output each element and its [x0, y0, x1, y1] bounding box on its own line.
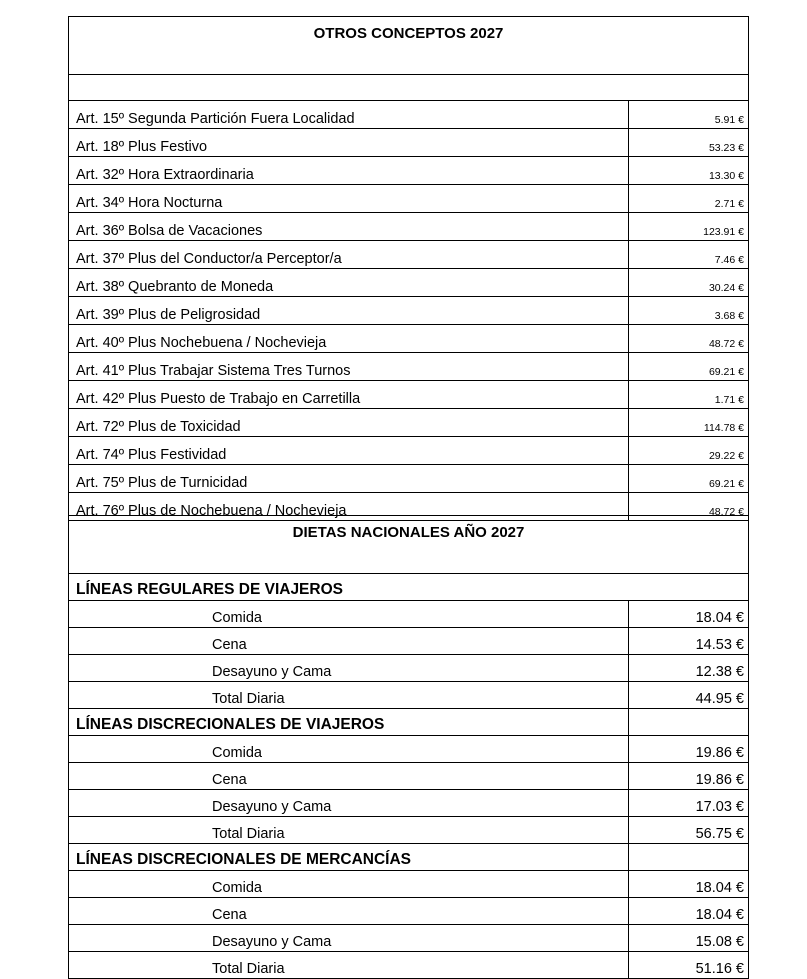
concept-label: Art. 75º Plus de Turnicidad	[69, 465, 629, 493]
table-row	[69, 409, 749, 437]
table-row	[69, 269, 749, 297]
concept-label: Art. 72º Plus de Toxicidad	[69, 409, 629, 437]
table-row	[69, 898, 749, 925]
diet-item-value: 51.16 €	[628, 952, 748, 979]
diet-item-value: 17.03 €	[628, 790, 748, 817]
table-row	[69, 628, 749, 655]
table-row	[69, 101, 749, 129]
table-row	[69, 297, 749, 325]
table-row	[69, 952, 749, 979]
table-row	[69, 871, 749, 898]
concept-label: Art. 40º Plus Nochebuena / Nochevieja	[69, 325, 629, 353]
concept-value: 13.30 €	[628, 157, 748, 185]
diet-item-value: 15.08 €	[628, 925, 748, 952]
table-title: OTROS CONCEPTOS 2027	[69, 17, 749, 75]
diet-item-label: Desayuno y Cama	[69, 655, 629, 682]
diet-item-label: Cena	[69, 898, 629, 925]
concept-label: Art. 42º Plus Puesto de Trabajo en Carretilla	[69, 381, 629, 409]
table-row	[69, 353, 749, 381]
diet-item-label: Total Diaria	[69, 682, 629, 709]
table-title: DIETAS NACIONALES AÑO 2027	[69, 516, 749, 574]
table-row	[69, 381, 749, 409]
section-heading-row	[69, 574, 749, 601]
table-row	[69, 601, 749, 628]
table-row	[69, 185, 749, 213]
table-row	[69, 925, 749, 952]
concept-value: 48.72 €	[628, 493, 748, 521]
diet-item-value: 19.86 €	[628, 736, 748, 763]
concept-value: 7.46 €	[628, 241, 748, 269]
concept-value: 29.22 €	[628, 437, 748, 465]
table-row	[69, 129, 749, 157]
concept-value: 53.23 €	[628, 129, 748, 157]
blank-row	[69, 75, 749, 101]
section-heading: LÍNEAS DISCRECIONALES DE MERCANCÍAS	[69, 844, 629, 871]
diet-item-value: 44.95 €	[628, 682, 748, 709]
table-row	[69, 157, 749, 185]
concept-label: Art. 34º Hora Nocturna	[69, 185, 629, 213]
section-heading-row	[69, 844, 749, 871]
concept-label: Art. 37º Plus del Conductor/a Perceptor/a	[69, 241, 629, 269]
diet-item-value: 12.38 €	[628, 655, 748, 682]
table-row	[69, 790, 749, 817]
table-row	[69, 465, 749, 493]
concept-label: Art. 74º Plus Festividad	[69, 437, 629, 465]
section-heading: LÍNEAS REGULARES DE VIAJEROS	[69, 574, 749, 601]
section-heading: LÍNEAS DISCRECIONALES DE VIAJEROS	[69, 709, 629, 736]
table-row	[69, 437, 749, 465]
table-row	[69, 736, 749, 763]
otros-conceptos-table	[68, 16, 749, 521]
table-row	[69, 763, 749, 790]
concept-label: Art. 76º Plus de Nochebuena / Nochevieja	[69, 493, 629, 521]
table-title-row	[69, 516, 749, 574]
concept-value: 5.91 €	[628, 101, 748, 129]
concept-label: Art. 18º Plus Festivo	[69, 129, 629, 157]
diet-item-label: Total Diaria	[69, 817, 629, 844]
diet-item-label: Comida	[69, 736, 629, 763]
concept-value: 69.21 €	[628, 353, 748, 381]
diet-item-label: Total Diaria	[69, 952, 629, 979]
concept-label: Art. 32º Hora Extraordinaria	[69, 157, 629, 185]
table-row	[69, 325, 749, 353]
diet-item-label: Comida	[69, 871, 629, 898]
concept-label: Art. 36º Bolsa de Vacaciones	[69, 213, 629, 241]
concept-value: 48.72 €	[628, 325, 748, 353]
table-row	[69, 655, 749, 682]
concept-label: Art. 38º Quebranto de Moneda	[69, 269, 629, 297]
concept-label: Art. 39º Plus de Peligrosidad	[69, 297, 629, 325]
diet-item-label: Cena	[69, 763, 629, 790]
diet-item-value: 14.53 €	[628, 628, 748, 655]
concept-label: Art. 41º Plus Trabajar Sistema Tres Turnos	[69, 353, 629, 381]
diet-item-value: 18.04 €	[628, 871, 748, 898]
concept-value: 1.71 €	[628, 381, 748, 409]
table-title-row	[69, 17, 749, 75]
diet-item-value: 18.04 €	[628, 898, 748, 925]
diet-item-value: 19.86 €	[628, 763, 748, 790]
diet-item-label: Comida	[69, 601, 629, 628]
diet-item-label: Desayuno y Cama	[69, 790, 629, 817]
dietas-nacionales-table	[68, 515, 749, 979]
diet-item-label: Cena	[69, 628, 629, 655]
concept-value: 123.91 €	[628, 213, 748, 241]
table-row	[69, 241, 749, 269]
table-row	[69, 213, 749, 241]
diet-item-value: 56.75 €	[628, 817, 748, 844]
concept-value: 2.71 €	[628, 185, 748, 213]
section-heading-row	[69, 709, 749, 736]
concept-value: 3.68 €	[628, 297, 748, 325]
diet-item-label: Desayuno y Cama	[69, 925, 629, 952]
diet-item-value: 18.04 €	[628, 601, 748, 628]
concept-value: 30.24 €	[628, 269, 748, 297]
table-row	[69, 817, 749, 844]
concept-value: 114.78 €	[628, 409, 748, 437]
table-row	[69, 682, 749, 709]
concept-label: Art. 15º Segunda Partición Fuera Localidad	[69, 101, 629, 129]
concept-value: 69.21 €	[628, 465, 748, 493]
